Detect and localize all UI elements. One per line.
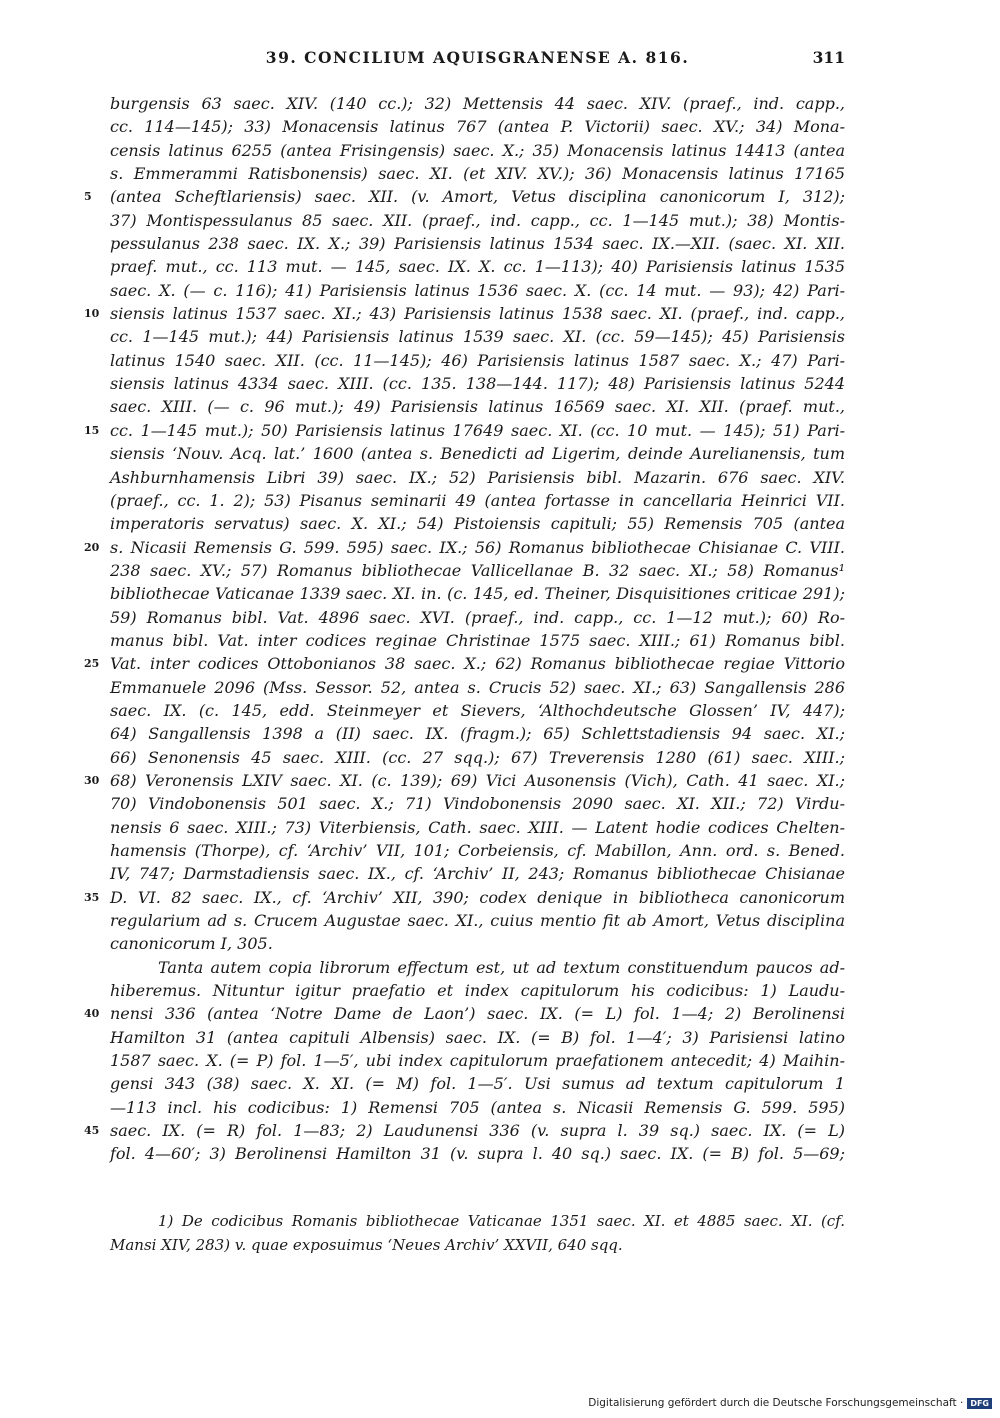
text-line [110, 466, 845, 489]
text-line [110, 699, 845, 722]
line-text: imperatoris servatus) saec. X. XI.; 54) Pistoiensis capituli; 55) Remensis 705 (antea [110, 514, 845, 534]
line-text: siensis latinus 1537 saec. XI.; 43) Parisiensis latinus 1538 saec. XI. (praef., ind. capp., [110, 304, 845, 324]
text-line [110, 255, 845, 278]
line-text: s. Nicasii Remensis G. 599. 595) saec. IX.; 56) Romanus bibliothecae Chisianae C. VIII. [110, 537, 845, 557]
text-line [84, 1119, 845, 1142]
line-text: Ashburnhamensis Libri 39) saec. IX.; 52) Parisiensis bibl. Mazarin. 676 saec. XIV. [110, 467, 845, 487]
footnote-line: 1) De codicibus Romanis bibliothecae Vaticanae 1351 saec. XI. et 4885 saec. XI. (cf. [158, 1212, 845, 1230]
text-line [110, 115, 845, 138]
line-number: 15 [84, 423, 100, 437]
text-line [110, 209, 845, 232]
text-line [110, 559, 845, 582]
line-text: siensis ‘Nouv. Acq. lat.’ 1600 (antea s. Benedicti ad Ligerim, deinde Aurelianensis, tum [110, 444, 845, 464]
line-text: canonicorum I, 305. [110, 934, 273, 954]
line-text: saec. X. (— c. 116); 41) Parisiensis latinus 1536 saec. X. (cc. 14 mut. — 93); 42) Pari- [110, 280, 845, 300]
text-line [110, 139, 845, 162]
line-text: saec. IX. (= R) fol. 1—83; 2) Laudunensi 336 (v. supra l. 39 sq.) saec. IX. (= L) [110, 1121, 845, 1141]
line-text: 66) Senonensis 45 saec. XIII. (cc. 27 sqq.); 67) Treverensis 1280 (61) saec. XIII.; [110, 747, 845, 767]
line-text: bibliothecae Vaticanae 1339 saec. XI. in. (c. 145, ed. Theiner, Disquisitiones criticae 291); [110, 584, 845, 604]
text-line [110, 1049, 845, 1072]
text-line [110, 325, 845, 348]
line-number: 5 [84, 190, 92, 204]
line-text: —113 incl. his codicibus: 1) Remensi 705 (antea s. Nicasii Remensis G. 599. 595) [110, 1097, 845, 1117]
footnote-line: Mansi XIV, 283) v. quae exposuimus ‘Neues Archiv’ XXVII, 640 sqq. [110, 1236, 623, 1254]
line-text: burgensis 63 saec. XIV. (140 cc.); 32) Mettensis 44 saec. XIV. (praef., ind. capp., [110, 94, 845, 113]
line-text: cc. 1—145 mut.); 44) Parisiensis latinus 1539 saec. XI. (cc. 59—145); 45) Parisiensis [110, 327, 845, 347]
footnote [110, 1209, 845, 1257]
line-text: Vat. inter codices Ottobonianos 38 saec. X.; 62) Romanus bibliothecae regiae Vittorio [110, 654, 845, 674]
text-line [110, 979, 845, 1002]
text-line [110, 862, 845, 885]
text-line [84, 1002, 845, 1025]
line-number: 45 [84, 1124, 100, 1138]
line-text: siensis latinus 4334 saec. XIII. (cc. 135. 138—144. 117); 48) Parisiensis latinus 5244 [110, 374, 845, 394]
line-text: censis latinus 6255 (antea Frisingensis) saec. X.; 35) Monacensis latinus 14413 (antea [110, 140, 845, 160]
text-line [110, 349, 845, 372]
text-line [110, 956, 845, 979]
line-text: saec. XIII. (— c. 96 mut.); 49) Parisiensis latinus 16569 saec. XI. XII. (praef. mut., [110, 397, 845, 417]
line-text: (antea Scheftlariensis) saec. XII. (v. Amort, Vetus disciplina canonicorum I, 312); [110, 187, 845, 207]
text-line [84, 652, 845, 675]
line-text: fol. 4—60′; 3) Berolinensi Hamilton 31 (v. supra l. 40 sq.) saec. IX. (= B) fol. 5—69; [110, 1144, 845, 1164]
line-number: 10 [84, 307, 100, 321]
line-text: 37) Montispessulanus 85 saec. XII. (praef., ind. capp., cc. 1—145 mut.); 38) Montis- [110, 210, 845, 230]
text-line [84, 536, 845, 559]
text-line [110, 1072, 845, 1095]
line-text: s. Emmerammi Ratisbonensis) saec. XI. (et XIV. XV.); 36) Monacensis latinus 17165 [110, 164, 845, 184]
text-line [110, 92, 845, 115]
text-line [110, 442, 845, 465]
line-text: praef. mut., cc. 113 mut. — 145, saec. IX. X. cc. 1—113); 40) Parisiensis latinus 1535 [110, 257, 845, 277]
line-text: hamensis (Thorpe), cf. ‘Archiv’ VII, 101; Corbeiensis, cf. Mabillon, Ann. ord. s. Bened. [110, 841, 845, 860]
line-number: 30 [84, 773, 100, 787]
text-line [110, 512, 845, 535]
line-text: 64) Sangallensis 1398 a (II) saec. IX. (fragm.); 65) Schlettstadiensis 94 saec. XI.; [110, 724, 845, 744]
running-title: 39. CONCILIUM AQUISGRANENSE A. 816. [265, 48, 690, 67]
line-text: nensi 336 (antea ‘Notre Dame de Laon’) saec. IX. (= L) fol. 1—4; 2) Berolinensi [110, 1004, 845, 1024]
line-text: 70) Vindobonensis 501 saec. X.; 71) Vindobonensis 2090 saec. XI. XII.; 72) Virdu- [110, 794, 845, 814]
main-text [84, 92, 845, 1166]
text-line [84, 769, 845, 792]
line-text: 68) Veronensis LXIV saec. XI. (c. 139); 69) Vici Ausonensis (Vich), Cath. 41 saec. XI.; [110, 770, 845, 790]
text-line [110, 395, 845, 418]
line-text: saec. IX. (c. 145, edd. Steinmeyer et Sievers, ‘Althochdeutsche Glossen’ IV, 447); [110, 700, 845, 720]
line-text: pessulanus 238 saec. IX. X.; 39) Parisiensis latinus 1534 saec. IX.—XII. (saec. XI. XII. [110, 234, 845, 254]
text-line [84, 302, 845, 325]
line-text: 59) Romanus bibl. Vat. 4896 saec. XVI. (praef., ind. capp., cc. 1—12 mut.); 60) Ro- [110, 607, 845, 627]
text-line [110, 676, 845, 699]
text-line [110, 909, 845, 932]
line-text: regularium ad s. Crucem Augustae saec. XI., cuius mentio fit ab Amort, Vetus disciplina [110, 911, 845, 931]
text-line [110, 489, 845, 512]
text-line [110, 816, 845, 839]
text-line [110, 1026, 845, 1049]
text-line [110, 232, 845, 255]
text-line [110, 629, 845, 652]
line-text: 238 saec. XV.; 57) Romanus bibliothecae Vallicellanae B. 32 saec. XI.; 58) Romanus¹ [110, 560, 845, 580]
line-text: cc. 1—145 mut.); 50) Parisiensis latinus 17649 saec. XI. (cc. 10 mut. — 145); 51) Pari- [110, 420, 845, 440]
line-text: manus bibl. Vat. inter codices reginae Christinae 1575 saec. XIII.; 61) Romanus bibl. [110, 630, 845, 650]
line-number: 25 [84, 657, 100, 671]
line-text: latinus 1540 saec. XII. (cc. 11—145); 46) Parisiensis latinus 1587 saec. X.; 47) Pari- [110, 350, 845, 370]
digitization-credit [588, 1397, 992, 1409]
line-text: gensi 343 (38) saec. X. XI. (= M) fol. 1—5′. Usi sumus ad textum capitulorum 1 [110, 1074, 845, 1094]
text-line [110, 839, 845, 862]
line-text: nensis 6 saec. XIII.; 73) Viterbiensis, Cath. saec. XIII. — Latent hodie codices Chelten- [110, 817, 845, 837]
text-line [110, 746, 845, 769]
line-text: hiberemus. Nituntur igitur praefatio et index capitulorum his codicibus: 1) Laudu- [110, 981, 845, 1001]
text-line [110, 606, 845, 629]
line-text: IV, 747; Darmstadiensis saec. IX., cf. ‘Archiv’ II, 243; Romanus bibliothecae Chisianae [110, 864, 845, 884]
line-text: (praef., cc. 1. 2); 53) Pisanus seminarii 49 (antea fortasse in cancellaria Heinrici VII. [110, 490, 845, 510]
text-line [84, 419, 845, 442]
text-line [84, 886, 845, 909]
line-text: cc. 114—145); 33) Monacensis latinus 767 (antea P. Victorii) saec. XV.; 34) Mona- [110, 117, 845, 137]
text-line [110, 792, 845, 815]
line-text: 1587 saec. X. (= P) fol. 1—5′, ubi index capitulorum praefationem antecedit; 4) Maihin- [110, 1051, 845, 1071]
text-line [84, 185, 845, 208]
line-number: 40 [84, 1007, 100, 1021]
line-text: Tanta autem copia librorum effectum est, ut ad textum constituendum paucos ad- [158, 957, 845, 977]
line-text: Hamilton 31 (antea capituli Albensis) saec. IX. (= B) fol. 1—4′; 3) Parisiensi latino [110, 1027, 845, 1047]
line-number: 35 [84, 890, 100, 904]
text-line [110, 932, 845, 955]
dfg-logo: DFG [967, 1398, 992, 1409]
text-line [110, 1142, 845, 1165]
text-line [110, 279, 845, 302]
page-number: 311 [812, 48, 845, 67]
text-line [110, 372, 845, 395]
text-line [110, 582, 845, 605]
line-number: 20 [84, 540, 100, 554]
line-text: D. VI. 82 saec. IX., cf. ‘Archiv’ XII, 390; codex denique in bibliotheca canonicorum [110, 887, 845, 907]
text-line [110, 1096, 845, 1119]
credit-text: Digitalisierung gefördert durch die Deutsche Forschungsgemeinschaft · [588, 1397, 964, 1409]
text-line [110, 162, 845, 185]
page-header [110, 48, 845, 72]
line-text: Emmanuele 2096 (Mss. Sessor. 52, antea s. Crucis 52) saec. XI.; 63) Sangallensis 286 [110, 677, 845, 697]
text-line [110, 722, 845, 745]
